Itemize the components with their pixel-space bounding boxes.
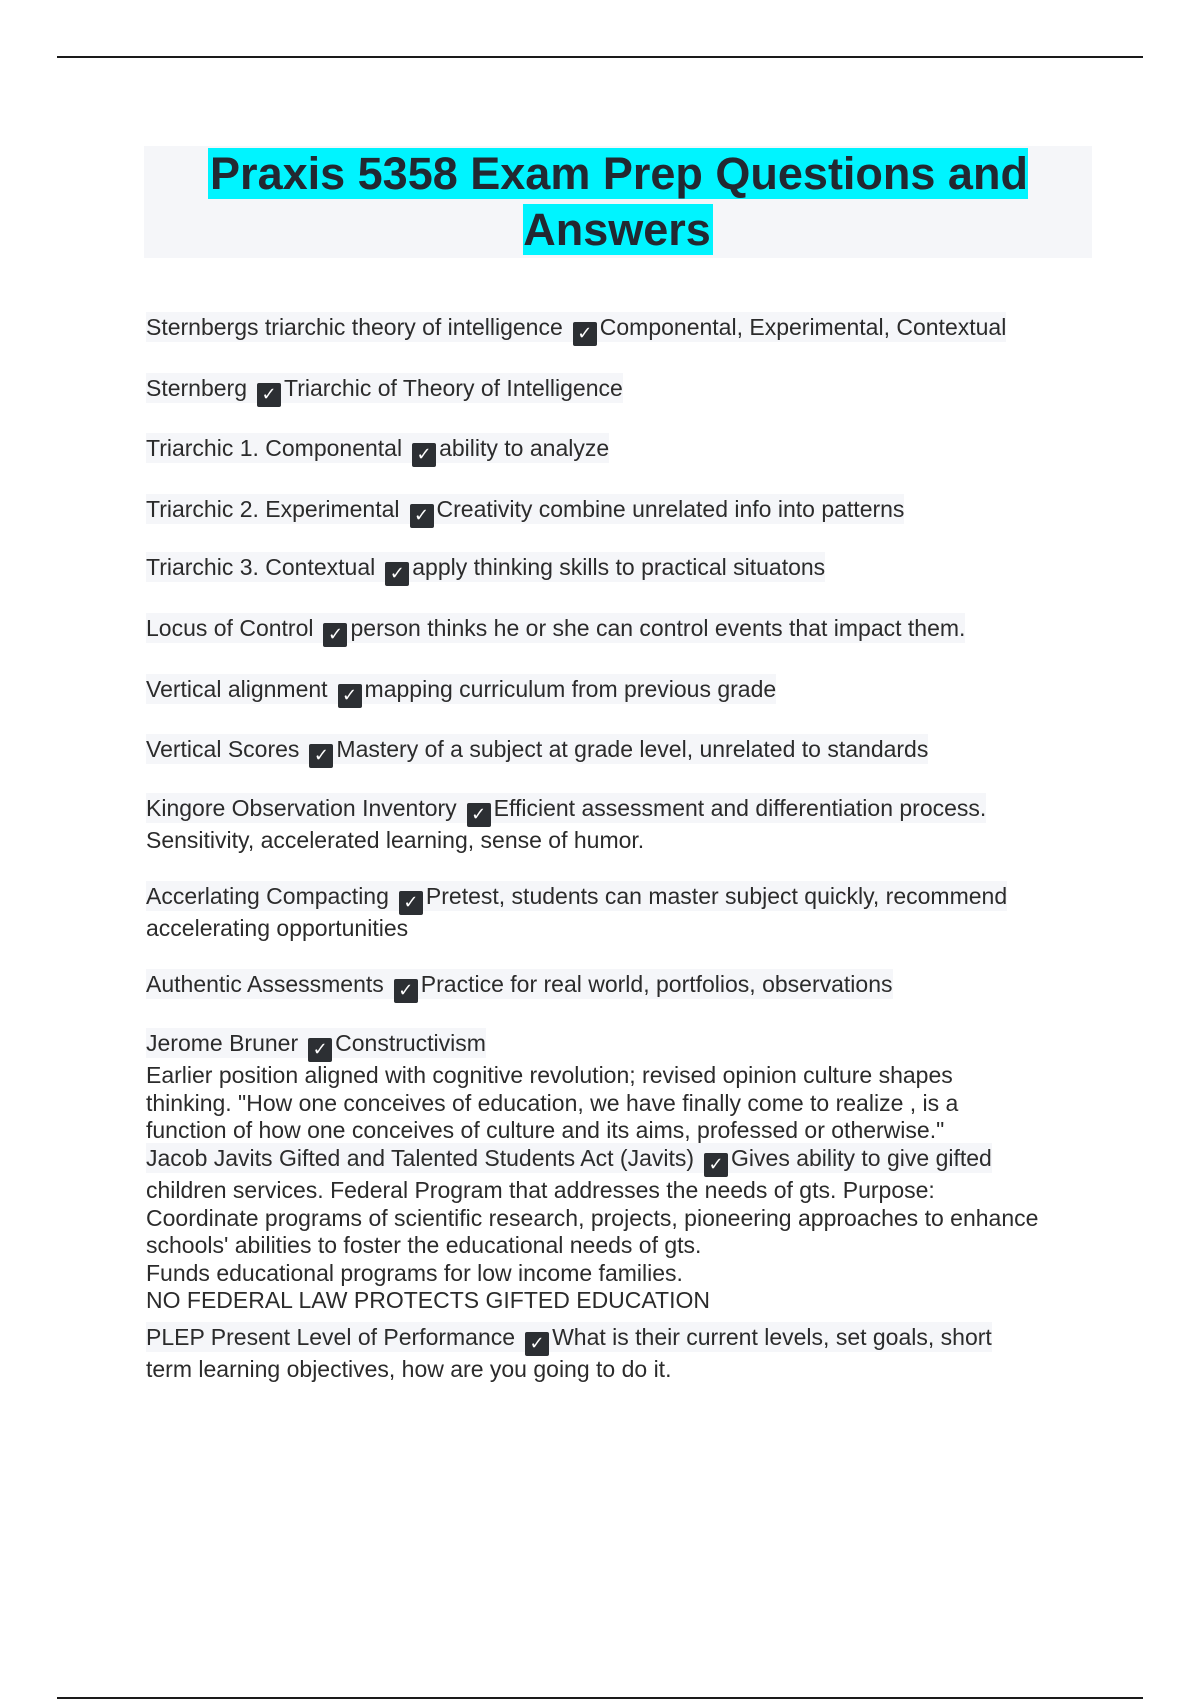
qa-answer-continued: accelerating opportunities (146, 915, 409, 941)
qa-term: Sternbergs triarchic theory of intelligence (146, 314, 563, 340)
qa-answer-continued: schools' abilities to foster the educational needs of gts. (146, 1232, 702, 1258)
qa-term: Kingore Observation Inventory (146, 795, 457, 821)
check-icon: ✓ (467, 803, 491, 827)
qa-item (146, 1030, 1086, 1145)
qa-item (146, 676, 1086, 708)
qa-item (146, 435, 1086, 467)
qa-item (146, 375, 1086, 407)
qa-item (146, 795, 1086, 855)
qa-item (146, 496, 1086, 528)
check-icon: ✓ (394, 979, 418, 1003)
qa-answer: ability to analyze (439, 435, 610, 461)
qa-answer: apply thinking skills to practical situatons (412, 554, 826, 580)
qa-answer: Constructivism (335, 1030, 486, 1056)
check-icon: ✓ (410, 504, 434, 528)
check-icon: ✓ (309, 744, 333, 768)
check-icon: ✓ (525, 1332, 549, 1356)
qa-item (146, 1324, 1086, 1384)
qa-term: Accerlating Compacting (146, 883, 389, 909)
qa-line (146, 881, 1007, 911)
qa-item (146, 615, 1086, 647)
qa-line (146, 552, 825, 582)
qa-line (146, 613, 965, 643)
check-icon: ✓ (704, 1153, 728, 1177)
qa-item (146, 883, 1086, 943)
qa-term: Triarchic 2. Experimental (146, 496, 400, 522)
qa-term: Jerome Bruner (146, 1030, 299, 1056)
qa-line (146, 734, 928, 764)
page-title (144, 146, 1092, 258)
check-icon: ✓ (385, 562, 409, 586)
check-icon: ✓ (257, 383, 281, 407)
qa-answer: person thinks he or she can control events that impact them. (350, 615, 966, 641)
qa-answer-continued: function of how one conceives of culture and its aims, professed or otherwise." (146, 1117, 945, 1143)
qa-answer: mapping curriculum from previous grade (364, 676, 777, 702)
qa-line (146, 1143, 992, 1173)
qa-term: Triarchic 3. Contextual (146, 554, 376, 580)
qa-term: Triarchic 1. Componental (146, 435, 403, 461)
qa-line (146, 1322, 992, 1352)
qa-item (146, 971, 1086, 1003)
bottom-rule (57, 1697, 1143, 1699)
qa-item (146, 1145, 1086, 1315)
qa-answer: Efficient assessment and differentiation process. (493, 795, 987, 821)
qa-answer: Componental, Experimental, Contextual (599, 314, 1007, 340)
qa-item (146, 554, 1086, 586)
qa-term: Jacob Javits Gifted and Talented Students Act (Javits) (146, 1145, 695, 1171)
qa-line (146, 969, 893, 999)
qa-answer-continued: Funds educational programs for low income families. (146, 1259, 683, 1286)
qa-answer: Mastery of a subject at grade level, unrelated to standards (336, 736, 929, 762)
qa-answer: Pretest, students can master subject quickly, recommend (425, 883, 1008, 909)
qa-answer: Gives ability to give gifted (731, 1145, 992, 1171)
qa-answer-continued: Earlier position aligned with cognitive revolution; revised opinion culture shapes (146, 1062, 953, 1088)
qa-answer: Triarchic of Theory of Intelligence (284, 375, 623, 401)
check-icon: ✓ (338, 684, 362, 708)
qa-line (146, 494, 904, 524)
qa-line (146, 674, 776, 704)
title-highlight: Praxis 5358 Exam Prep Questions and Answers (210, 148, 1028, 255)
qa-line (146, 433, 609, 463)
qa-answer-continued: NO FEDERAL LAW PROTECTS GIFTED EDUCATION (146, 1287, 710, 1313)
qa-answer: Practice for real world, portfolios, observations (420, 971, 893, 997)
qa-term: Authentic Assessments (146, 971, 384, 997)
qa-line (146, 1028, 486, 1058)
qa-term: Locus of Control (146, 615, 314, 641)
qa-term: Vertical Scores (146, 736, 300, 762)
qa-term: Sternberg (146, 375, 248, 401)
qa-answer-continued: Coordinate programs of scientific research, projects, pioneering approaches to enhance (146, 1204, 1039, 1231)
top-rule (57, 56, 1143, 58)
qa-line (146, 373, 623, 403)
qa-answer: What is their current levels, set goals, short (552, 1324, 992, 1350)
check-icon: ✓ (323, 623, 347, 647)
check-icon: ✓ (308, 1038, 332, 1062)
qa-answer-continued: thinking. "How one conceives of education, we have finally come to realize , is a (146, 1089, 959, 1116)
qa-line (146, 793, 986, 823)
qa-answer: Creativity combine unrelated info into patterns (436, 496, 905, 522)
qa-item (146, 314, 1086, 346)
check-icon: ✓ (412, 443, 436, 467)
check-icon: ✓ (573, 322, 597, 346)
check-icon: ✓ (399, 891, 423, 915)
qa-term: PLEP Present Level of Performance (146, 1324, 516, 1350)
qa-answer-continued: term learning objectives, how are you going to do it. (146, 1356, 672, 1382)
qa-item (146, 736, 1086, 768)
qa-line (146, 312, 1006, 342)
qa-answer-continued: children services. Federal Program that addresses the needs of gts. Purpose: (146, 1177, 935, 1203)
qa-term: Vertical alignment (146, 676, 328, 702)
title-box (144, 146, 1092, 258)
qa-answer-continued: Sensitivity, accelerated learning, sense of humor. (146, 827, 645, 853)
